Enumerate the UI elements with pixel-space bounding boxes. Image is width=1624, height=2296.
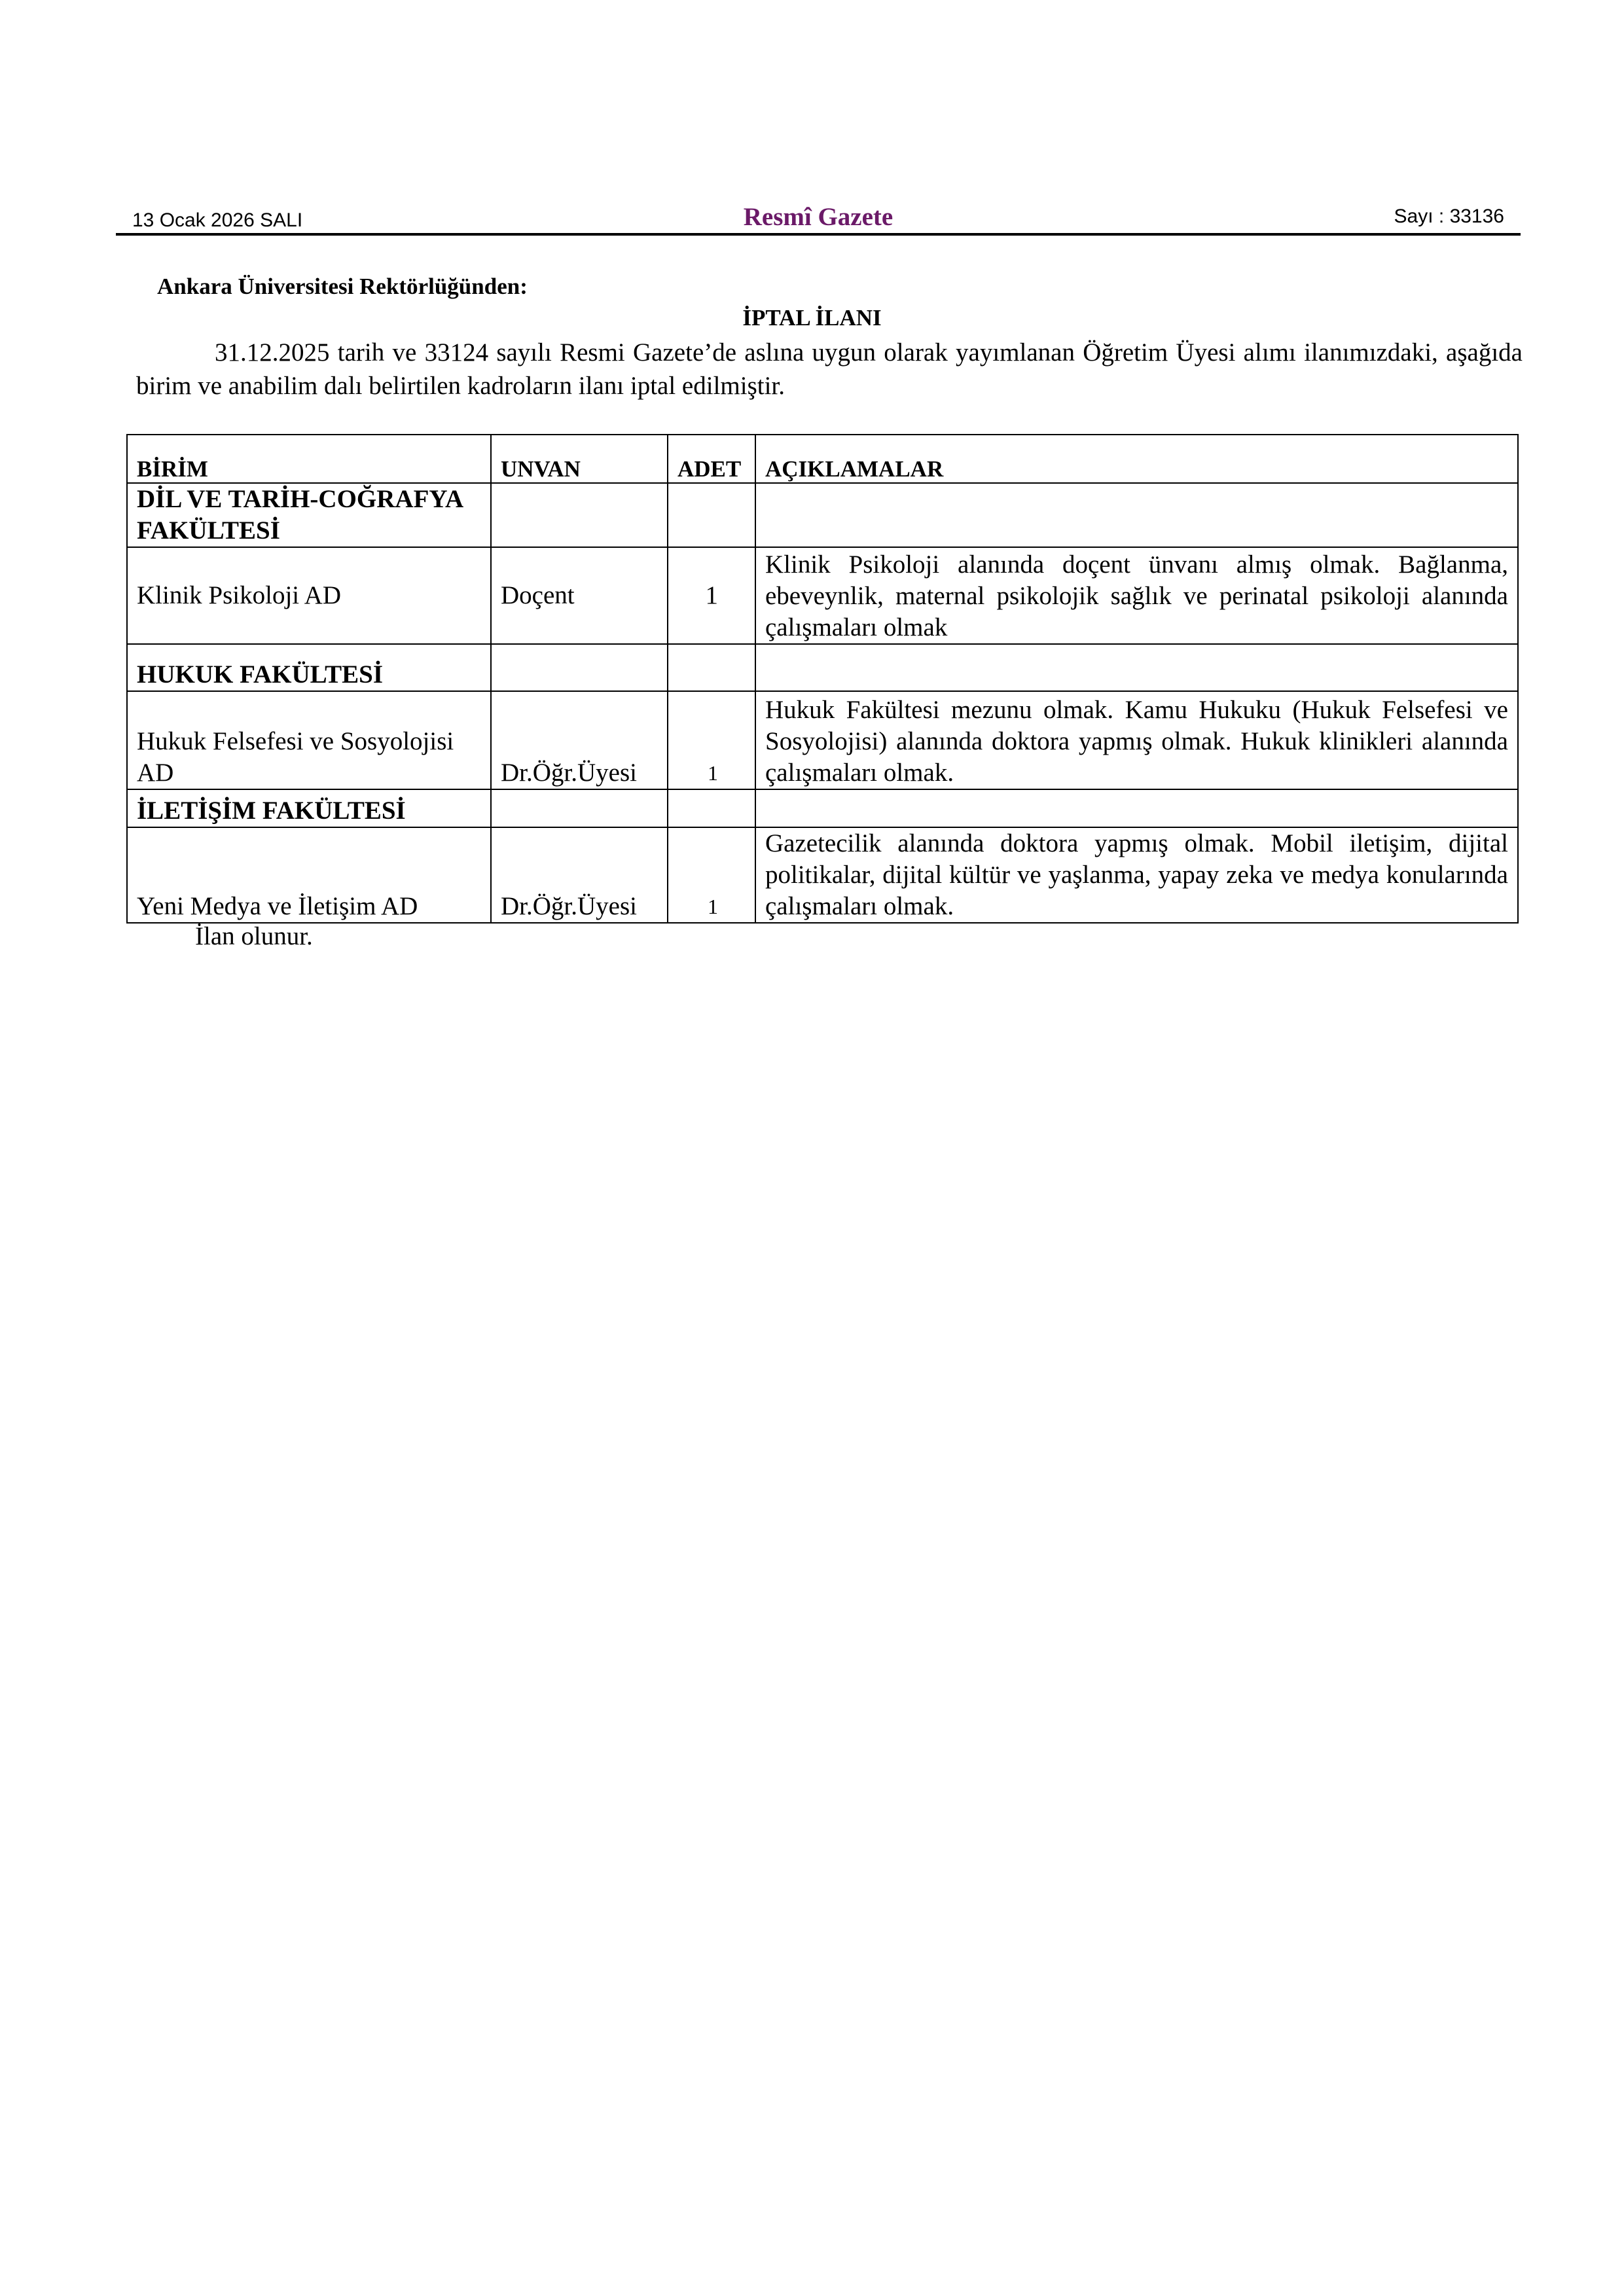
empty-cell — [491, 789, 668, 827]
count-cell: 1 — [668, 547, 755, 644]
count-cell — [668, 691, 755, 789]
header-adet: ADET — [668, 435, 755, 483]
count-cell — [668, 827, 755, 923]
faculty-row — [127, 644, 1518, 691]
unit-cell: Yeni Medya ve İletişim AD — [127, 827, 491, 923]
unit-cell: Hukuk Felsefesi ve Sosyolojisi AD — [127, 691, 491, 789]
empty-cell — [668, 483, 755, 547]
empty-cell — [668, 789, 755, 827]
title-cell: Doçent — [491, 547, 668, 644]
notice-title: İPTAL İLANI — [742, 305, 882, 331]
title-cell: Dr.Öğr.Üyesi — [491, 691, 668, 789]
description-cell: Klinik Psikoloji alanında doçent ünvanı almış olmak. Bağlanma, ebeveynlik, maternal psikolojik sağlık ve perinatal psikoloji alanında çalışmaları olmak — [755, 547, 1518, 644]
gazette-header — [116, 196, 1521, 234]
table-row — [127, 547, 1518, 644]
table-header-row — [127, 435, 1518, 483]
count-value: 1 — [708, 895, 718, 918]
unit-cell: Klinik Psikoloji AD — [127, 547, 491, 644]
issuer-name: Ankara Üniversitesi Rektörlüğünden: — [157, 274, 528, 299]
header-aciklamalar: AÇIKLAMALAR — [755, 435, 1518, 483]
description-cell: Hukuk Fakültesi mezunu olmak. Kamu Hukuku (Hukuk Felsefesi ve Sosyolojisi) alanında doktora yapmış olmak. Hukuk klinikleri alanında çalışmaları olmak. — [755, 691, 1518, 789]
faculty-row — [127, 789, 1518, 827]
header-birim: BİRİM — [127, 435, 491, 483]
gazette-title: Resmî Gazete — [743, 203, 893, 231]
description-cell: Gazetecilik alanında doktora yapmış olmak. Mobil iletişim, dijital politikalar, dijital kültür ve yaşlanma, yapay zeka ve medya konularında çalışmaları olmak. — [755, 827, 1518, 923]
faculty-name: HUKUK FAKÜLTESİ — [127, 644, 491, 691]
empty-cell — [668, 644, 755, 691]
empty-cell — [491, 644, 668, 691]
empty-cell — [491, 483, 668, 547]
empty-cell — [755, 483, 1518, 547]
cancellation-table — [126, 434, 1519, 924]
faculty-name: DİL VE TARİH-COĞRAFYA FAKÜLTESİ — [127, 483, 491, 547]
empty-cell — [755, 644, 1518, 691]
table-row — [127, 827, 1518, 923]
header-rule — [116, 233, 1521, 236]
table-row — [127, 691, 1518, 789]
closing-text: İlan olunur. — [195, 922, 313, 950]
count-value: 1 — [708, 761, 718, 785]
faculty-row — [127, 483, 1518, 547]
empty-cell — [755, 789, 1518, 827]
header-date: 13 Ocak 2026 SALI — [132, 209, 303, 231]
header-unvan: UNVAN — [491, 435, 668, 483]
intro-paragraph — [136, 336, 1523, 403]
title-cell: Dr.Öğr.Üyesi — [491, 827, 668, 923]
faculty-name: İLETİŞİM FAKÜLTESİ — [127, 789, 491, 827]
issue-number: Sayı : 33136 — [1394, 206, 1504, 227]
intro-text: 31.12.2025 tarih ve 33124 sayılı Resmi Gazete’de aslına uygun olarak yayımlanan Öğretim Üyesi alımı ilanımızdaki, aşağıda birim ve anabilim dalı belirtilen kadroların ilanı iptal edilmiştir. — [136, 338, 1523, 400]
